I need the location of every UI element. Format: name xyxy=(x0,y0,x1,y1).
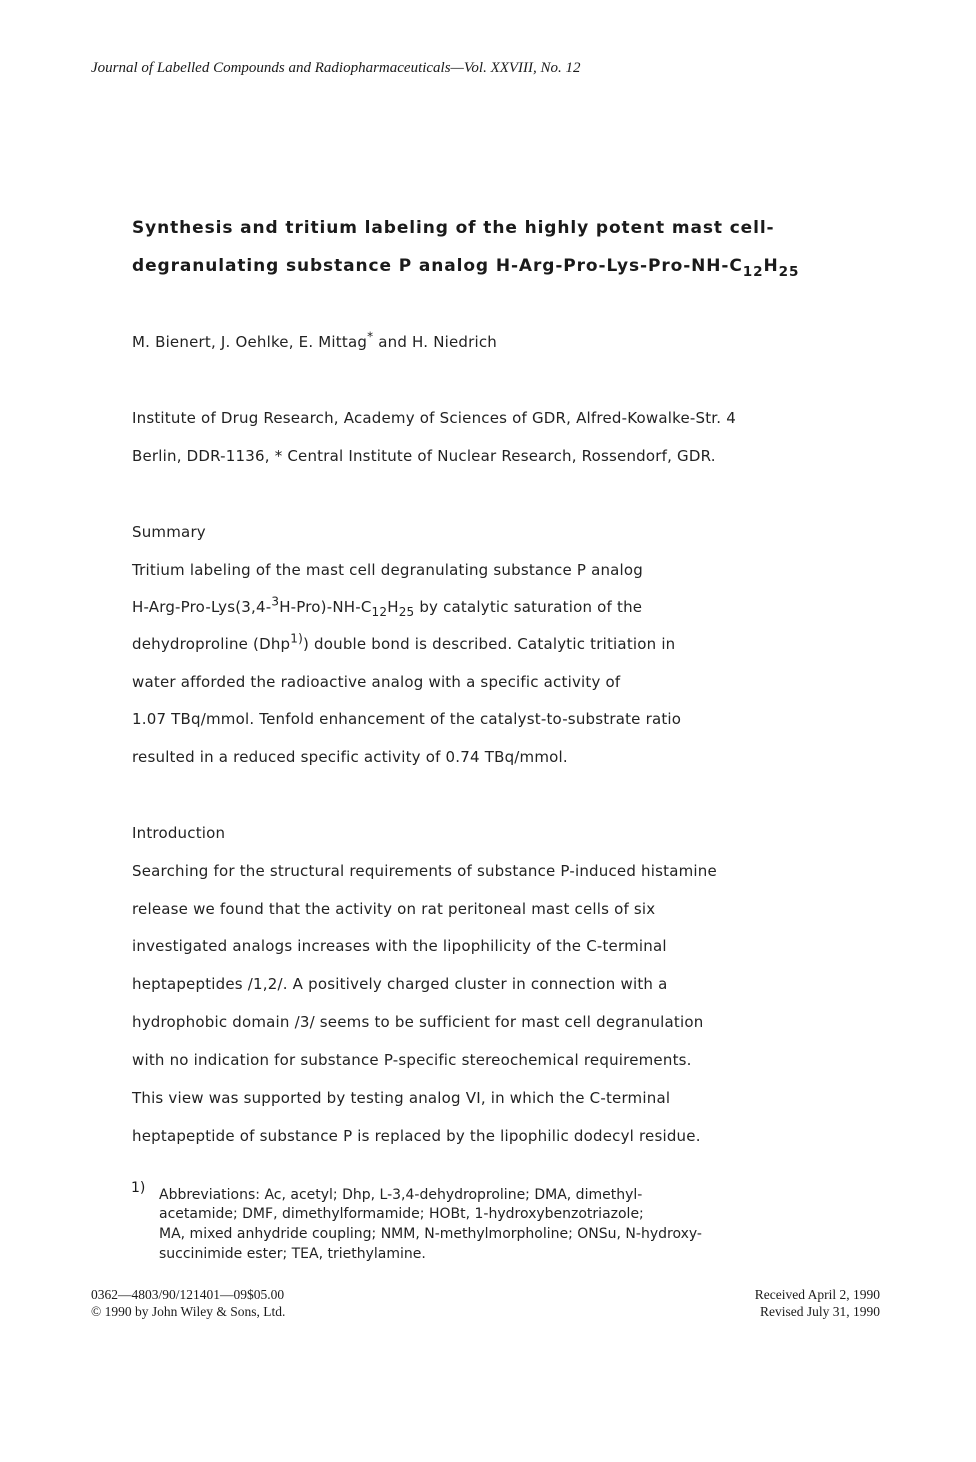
intro-line-8: heptapeptide of substance P is replaced by the lipophilic dodecyl residue. xyxy=(132,1127,701,1145)
received-date: Received April 2, 1990 xyxy=(754,1287,880,1302)
journal-header: Journal of Labelled Compounds and Radiopharmaceuticals—Vol. XXVIII, No. 12 xyxy=(91,60,581,76)
title-line-2-text: degranulating substance P analog H-Arg-Pro-Lys-Pro-NH-C xyxy=(132,256,743,276)
footnote-ref-superscript: 1) xyxy=(290,631,303,646)
authors xyxy=(132,329,498,351)
summary-line-4: water afforded the radioactive analog with a specific activity of xyxy=(132,673,621,691)
intro-line-3: investigated analogs increases with the lipophilicity of the C-terminal xyxy=(132,937,667,955)
copyright-notice: © 1990 by John Wiley & Sons, Ltd. xyxy=(91,1304,286,1319)
introduction-heading: Introduction xyxy=(132,824,226,842)
summary-subscript-12: 12 xyxy=(371,605,388,620)
footnote-line-1: Abbreviations: Ac, acetyl; Dhp, L-3,4-dehydroproline; DMA, dimethyl- xyxy=(159,1187,643,1203)
paper-title-line-1: Synthesis and tritium labeling of the highly potent mast cell- xyxy=(132,218,775,238)
authors-rest: and H. Niedrich xyxy=(373,333,498,351)
intro-line-6: with no indication for substance P-specific stereochemical requirements. xyxy=(132,1051,692,1069)
summary-l3-part-a: dehydroproline (Dhp xyxy=(132,635,291,653)
intro-line-2: release we found that the activity on rat peritoneal mast cells of six xyxy=(132,900,656,918)
footnote-line-2: acetamide; DMF, dimethylformamide; HOBt, 1-hydroxybenzotriazole; xyxy=(159,1206,644,1222)
footnote-line-4: succinimide ester; TEA, triethylamine. xyxy=(159,1246,426,1262)
footnote-mark: 1) xyxy=(131,1180,146,1196)
summary-l2-part-d: by catalytic saturation of the xyxy=(414,598,643,616)
footnote-line-3: MA, mixed anhydride coupling; NMM, N-methylmorpholine; ONSu, N-hydroxy- xyxy=(159,1226,702,1242)
intro-line-4: heptapeptides /1,2/. A positively charged cluster in connection with a xyxy=(132,975,668,993)
title-subscript-12: 12 xyxy=(742,263,764,280)
intro-line-5: hydrophobic domain /3/ seems to be sufficient for mast cell degranulation xyxy=(132,1013,704,1031)
summary-l2-part-c: H xyxy=(387,598,399,616)
affiliation-line-1: Institute of Drug Research, Academy of Sciences of GDR, Alfred-Kowalke-Str. 4 xyxy=(132,409,736,427)
intro-line-7: This view was supported by testing analog VI, in which the C-terminal xyxy=(132,1089,671,1107)
revised-date: Revised July 31, 1990 xyxy=(760,1304,880,1319)
paper-title-line-2 xyxy=(132,256,800,280)
tritium-superscript: 3 xyxy=(271,594,280,609)
summary-line-6: resulted in a reduced specific activity of 0.74 TBq/mmol. xyxy=(132,748,568,766)
intro-line-1: Searching for the structural requirements of substance P-induced histamine xyxy=(132,862,717,880)
summary-line-5: 1.07 TBq/mmol. Tenfold enhancement of the catalyst-to-substrate ratio xyxy=(132,710,682,728)
summary-line-3 xyxy=(132,631,676,653)
summary-subscript-25: 25 xyxy=(398,605,415,620)
title-h: H xyxy=(763,256,779,276)
summary-line-2 xyxy=(132,594,643,620)
summary-heading: Summary xyxy=(132,523,206,541)
title-subscript-25: 25 xyxy=(778,263,800,280)
summary-l2-part-b: H-Pro)-NH-C xyxy=(279,598,372,616)
article-code: 0362—4803/90/121401—09$05.00 xyxy=(91,1287,285,1302)
summary-l3-part-b: ) double bond is described. Catalytic tritiation in xyxy=(303,635,676,653)
summary-line-1: Tritium labeling of the mast cell degranulating substance P analog xyxy=(132,561,644,579)
summary-l2-part-a: H-Arg-Pro-Lys(3,4- xyxy=(132,598,272,616)
authors-names: M. Bienert, J. Oehlke, E. Mittag xyxy=(132,333,368,351)
affiliation-line-2: Berlin, DDR-1136, * Central Institute of Nuclear Research, Rossendorf, GDR. xyxy=(132,447,716,465)
author-asterisk: * xyxy=(367,329,374,344)
